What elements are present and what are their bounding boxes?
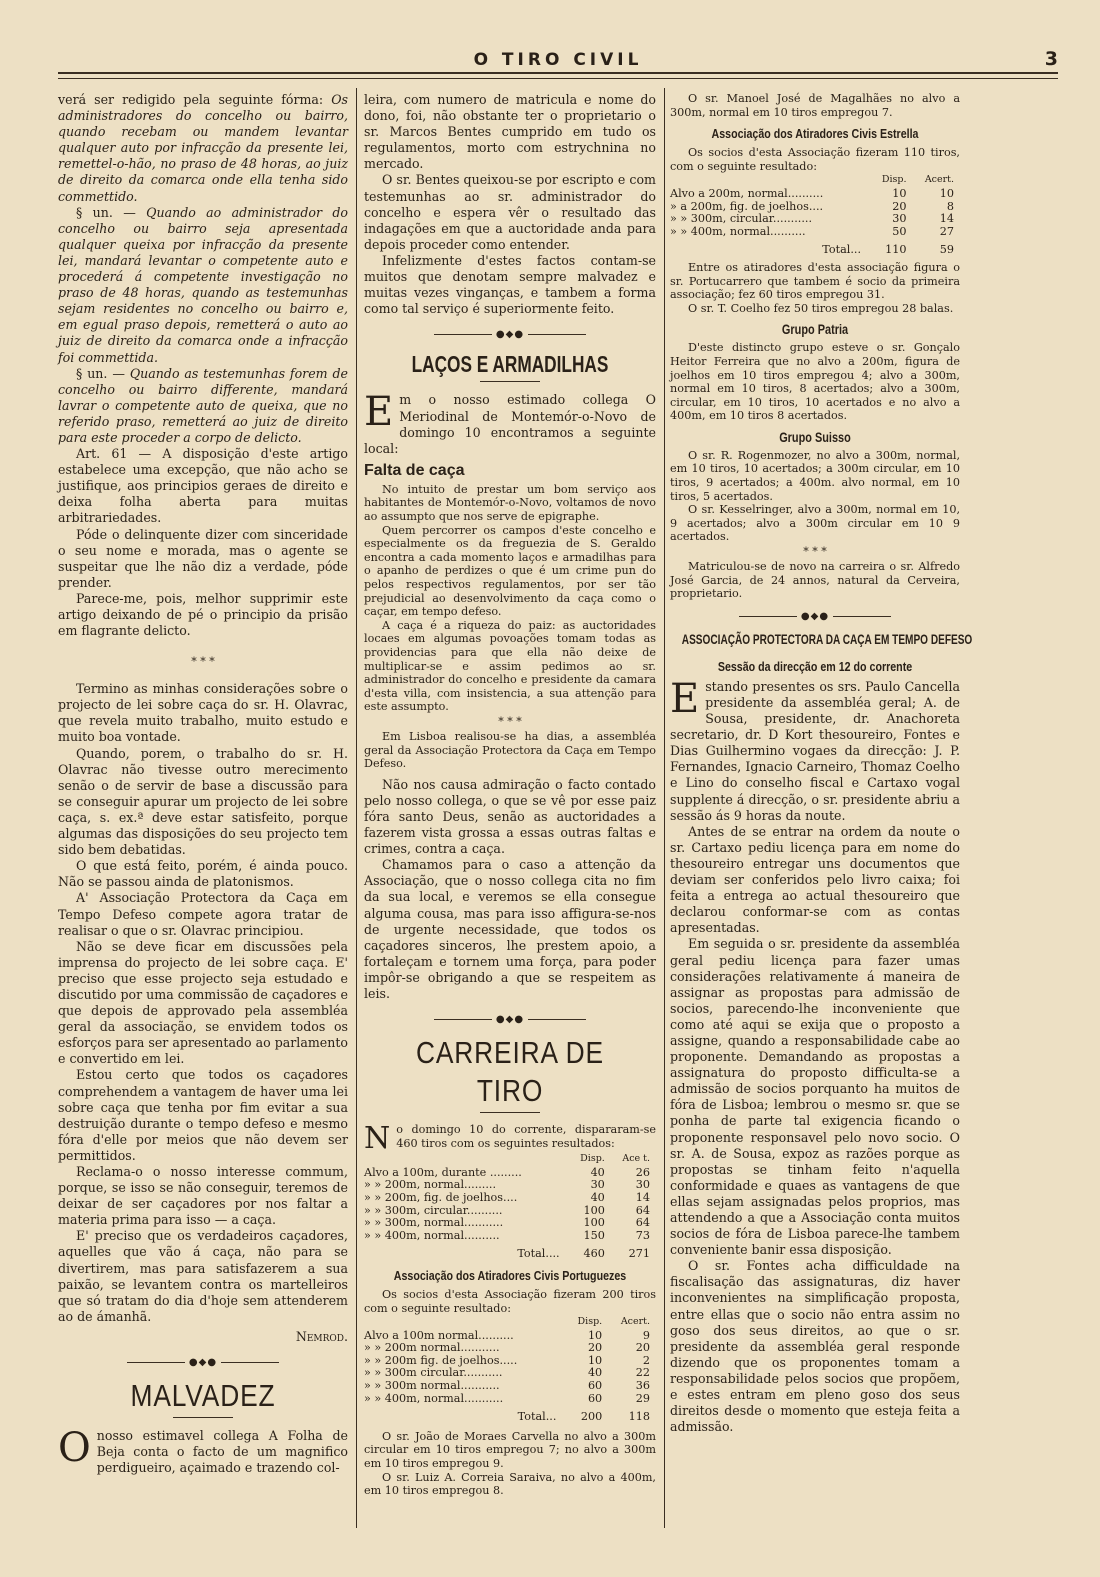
ornament-divider: ●◆● xyxy=(58,1355,348,1371)
title-rule xyxy=(173,1417,233,1418)
quote-title: Falta de caça xyxy=(364,461,465,479)
paragraph: D'este distincto grupo esteve o sr. Gonçalo Heitor Ferreira que no alvo a 200m, figura de joelhos em 10 tiros empregou 4; alvo a 300m, normal em 10 tiros, 8 acertados; alvo a 300m, circular, em 10 tiros, 10 acertados e no alvo a 400m, em 10 tiros 8 acertados. xyxy=(670,341,960,423)
table-row: » » 200m normal........... 20 20 xyxy=(364,1341,650,1355)
column-header: Acert. xyxy=(620,1316,650,1328)
column-header: Disp. xyxy=(580,1153,605,1165)
header-rule-thin xyxy=(58,78,1058,79)
quote-paragraph: A caça é a riqueza do paiz: as auctoridades locaes em algumas povoações tomam todas as providencias para que ella não deixe de multiplicar-se e assim pedimos ao sr. administrador do concelho e presidente da camara d'esta villa, com insistencia, a sua attenção para este assumpto. xyxy=(364,618,656,714)
section-title: Grupo Patria xyxy=(781,321,849,338)
paragraph: O sr. Manoel José de Magalhães no alvo a 300m, normal em 10 tiros empregou 7. xyxy=(670,92,960,119)
paragraph: Matriculou-se de novo na carreira o sr. Alfredo José Garcia, de 24 annos, natural da Cerveira, proprietario. xyxy=(670,560,960,601)
section-stars: * * * xyxy=(803,545,827,559)
ornament-divider: ●◆● xyxy=(364,1012,656,1028)
table-row: » » 200m fig. de joelhos..... 10 2 xyxy=(364,1353,650,1367)
table-row: » » 200m, normal......... 30 30 xyxy=(364,1178,650,1192)
column-header: Acert. xyxy=(924,174,954,186)
table-row: Alvo a 200m, normal.......... 10 10 xyxy=(670,186,954,200)
article-title: ASSOCIAÇÃO PROTECTORA DA CAÇA EM TEMPO DEFESO xyxy=(681,630,973,647)
section-stars: * * * xyxy=(191,655,215,669)
article-title: LAÇOS E ARMADILHAS xyxy=(411,351,609,378)
article-title: MALVADEZ xyxy=(130,1378,276,1414)
table-row: » » 400m, normal.......... 50 27 xyxy=(670,224,954,238)
table-total-row: Total... 200 118 xyxy=(517,1410,650,1424)
table-row: » » 400m, normal.......... 150 73 xyxy=(364,1228,650,1242)
quote-paragraph: No intuito de prestar um bom serviço aos habitantes de Montemór-o-Novo, voltamos de novo ao assumpto que nos serve de epigraphe. xyxy=(364,482,656,524)
law-text: Os administradores do concelho ou bairro, quando recebam ou mandem levantar qualquer auto por infracção da presente lei, remettel-o-hão, no praso de 48 horas, ao juiz de direito da comarca onde ella tenha sido commettido. xyxy=(58,92,348,204)
paragraph: Não se deve ficar em discussões pela imprensa do projecto de lei sobre caça. E' preciso que esse projecto seja estudado e discutido por uma commissão de caçadores e que depois de approvado pela assembléa geral da associação, se envidem todos os esforços para ser apresentado ao parlamento e convertido em lei. xyxy=(58,938,348,1067)
paragraph: E' preciso que os verdadeiros caçadores, aquelles que vão á caça, não para se divertirem, mas para satisfazerem a sua paixão, se levantem contra os martelleiros que só tratam do dia d'hoje sem attenderem ao de ámanhã. xyxy=(58,1228,348,1324)
page-number: 3 xyxy=(1044,48,1058,70)
newspaper-title: O TIRO CIVIL xyxy=(473,50,643,70)
title-rule xyxy=(480,1112,540,1113)
paragraph: Termino as minhas considerações sobre o projecto de lei sobre caça do sr. H. Olavrac, que revela muito trabalho, muito estudo e muito boa vontade. xyxy=(58,681,348,745)
paragraph: Parece-me, pois, melhor supprimir este artigo deixando de pé o principio da prisão em flagrante delicto. xyxy=(58,590,348,639)
paragraph: nosso estimavel collega A Folha de Beja conta o facto de um magnifico perdigueiro, açaimado e trazendo col- xyxy=(96,1428,348,1476)
column-header: Ace t. xyxy=(622,1153,650,1165)
table-row: » » 300m circular........... 40 22 xyxy=(364,1366,650,1380)
text: verá ser redigido pela seguinte fórma: xyxy=(58,92,324,107)
drop-cap: N xyxy=(364,1121,391,1157)
quote-paragraph: Quem percorrer os campos d'este concelho e especialmente os da freguezia de S. Geraldo encontra a cada momento laços e armadilhas para o apanho de perdizes o que é um crime pun do pelos respectivos regulamentos, por ser tão prejudicial ao desenvolvimento da caça como o caçar, em tempo defeso. xyxy=(364,523,656,619)
section-title: Grupo Suisso xyxy=(779,428,851,445)
paragraph: leira, com numero de matricula e nome do dono, foi, não obstante ter o proprietario o sr. Marcos Bentes cumprido em tudo os regulamentos, morto com estrychnina no mercado. xyxy=(364,92,656,172)
table-row: » » 200m, fig. de joelhos.... 40 14 xyxy=(364,1190,650,1204)
header-rule xyxy=(58,72,1058,74)
drop-cap: E xyxy=(364,389,394,436)
paragraph: Não nos causa admiração o facto contado pelo nosso collega, o que se vê por esse paiz fóra santo Deus, senão as auctoridades a fazerem vista grossa a essas outras faltas e crimes, contra a caça. xyxy=(364,776,656,857)
table-row: » » 300m, circular.......... 100 64 xyxy=(364,1203,650,1217)
table-row: Alvo a 100m normal.......... 10 9 xyxy=(364,1328,650,1342)
results-table xyxy=(670,173,960,257)
paragraph: Art. 61 — A disposição d'este artigo estabelece uma excepção, que não acho se justifique, aos principios geraes de direito e deixa folha aberta para muitas arbitrariedades. xyxy=(58,446,348,526)
column-header: Disp. xyxy=(577,1316,603,1328)
section-title: Associação dos Atiradores Civis Estrella xyxy=(711,126,919,142)
table-row: » » 300m, normal........... 100 64 xyxy=(364,1216,650,1230)
paragraph: stando presentes os srs. Paulo Cancella presidente da assembléa geral; A. de Sousa, presidente, dr. Anachoreta secretario, dr. D Kort thesoureiro, Fontes e Dias Guilhermino vogaes da direcção: J. P. Fernandes, Ignacio Carneiro, Thomaz Coelho e Lino do conselho fiscal e Cartaxo vogal supplente á direcção, o sr. presidente abriu a sessão ás 9 horas da noute. xyxy=(670,678,960,823)
quote-paragraph: Em Lisboa realisou-se ha dias, a assembléa geral da Associação Protectora da Caça em Tempo Defeso. xyxy=(364,729,656,771)
column-header: Disp. xyxy=(881,174,907,186)
table-total-row: Total... 110 59 xyxy=(822,243,954,257)
results-table xyxy=(364,1315,656,1424)
paragraph: Antes de se entrar na ordem da noute o sr. Cartaxo pediu licença para em nome do thesoureiro entregar uns documentos que deviam ser conferidos pelo livro caixa; foi feita a entrega ao actual thesoureiro que declarou conformar-se com as contas apresentadas. xyxy=(670,823,960,936)
law-text: Quando as testemunhas forem de concelho ou bairro differente, mandará lavrar o competente auto de queixa, que no referido praso, remetterá ao juiz de direito para este proceder a corpo de delicto. xyxy=(58,365,349,445)
drop-cap: O xyxy=(58,1425,91,1472)
paragraph: O que está feito, porém, é ainda pouco. Não se passou ainda de platonismos. xyxy=(58,858,348,890)
drop-cap: E xyxy=(670,675,700,722)
paragraph: Quando, porem, o trabalho do sr. H. Olavrac não tivesse outro merecimento senão o de servir de base a discussão para se conseguir apurar um projecto de lei sobre caça, s. ex.ª deve estar satisfeito, porque algumas das disposições do seu projecto tem sido bem debatidas. xyxy=(58,745,348,858)
masthead xyxy=(58,46,1058,82)
table-row: » » 400m, normal........... 60 29 xyxy=(364,1391,650,1405)
paragraph: m o nosso estimado collega O Meriodinal de Montemór-o-Novo de domingo 10 encontramos a seguinte local: xyxy=(364,392,656,456)
section-mark: § un. — xyxy=(76,204,136,220)
table-row: » » 300m normal........... 60 36 xyxy=(364,1379,650,1393)
law-text: Quando ao administrador do concelho ou bairro seja apresentada qualquer queixa por infracção da presente lei, mandará levantar o competente auto e procederá á competente investigação no praso de 48 horas, quando as testemunhas sejam residentes no concelho ou bairro e, em egual praso depois, remetterá o auto ao juiz de direito da comarca onde a infracção foi commettida. xyxy=(58,204,348,365)
column-divider xyxy=(356,88,357,1528)
paragraph: Póde o delinquente dizer com sinceridade o seu nome e morada, mas o agente se suspeitar que lhe não diz a verdade, póde prender. xyxy=(58,526,348,590)
paragraph: Estou certo que todos os caçadores comprehendem a vantagem de haver uma lei sobre caça que tenha por fim evitar a sua destruição durante o tempo defeso e mesmo fóra d'elle por meios que não devem ser permittidos. xyxy=(58,1067,348,1163)
paragraph: Os socios d'esta Associação fizeram 110 tiros, com o seguinte resultado: xyxy=(670,146,960,173)
paragraph: O sr. João de Moraes Carvella no alvo a 300m circular em 10 tiros empregou 7; no alvo a 300m em 10 tiros empregou 9. xyxy=(364,1429,656,1471)
column-3 xyxy=(670,92,973,1435)
section-title: Associação dos Atiradores Civis Portuguezes xyxy=(393,1267,627,1283)
column-1 xyxy=(58,92,348,1476)
table-row: Alvo a 100m, durante ......... 40 26 xyxy=(364,1165,650,1179)
ornament-divider: ●◆● xyxy=(670,609,960,625)
paragraph: O sr. R. Rogenmozer, no alvo a 300m, normal, em 10 tiros, 10 acertados; a 300m circular, em 10 tiros, 9 acertados; a 400m. alvo normal, em 10 tiros, 5 acertados. xyxy=(670,448,960,503)
paragraph: o domingo 10 do corrente, dispararam-se 460 tiros com os seguintes resultados: xyxy=(396,1123,656,1150)
paragraph: Infelizmente d'estes factos contam-se muitos que denotam sempre malvadez e muitas vezes vinganças, e tambem a forma como tal serviço é superiormente feito. xyxy=(364,252,656,317)
column-2 xyxy=(364,92,656,1498)
title-rule xyxy=(480,381,540,382)
paragraph: O sr. Kesselringer, alvo a 300m, normal em 10, 9 acertados; alvo a 300m circular em 10 9 acertados. xyxy=(670,503,960,544)
table-total-row: Total.... 460 271 xyxy=(517,1247,650,1261)
paragraph: O sr. Luiz A. Correia Saraiva, no alvo a 400m, em 10 tiros empregou 8. xyxy=(364,1470,656,1498)
paragraph: O sr. Bentes queixou-se por escripto e com testemunhas ao sr. administrador do concelho e espera vêr o resultado das indagações em que a auctoridade anda para depois proceder como entender. xyxy=(364,172,656,252)
paragraph: A' Associação Protectora da Caça em Tempo Defeso compete agora tratar de realisar o que o sr. Olavrac principiou. xyxy=(58,890,348,938)
ornament-divider: ●◆● xyxy=(364,327,656,343)
article-title: CARREIRA DE TIRO xyxy=(415,1035,604,1109)
table-row: » a 200m, fig. de joelhos.... 20 8 xyxy=(670,199,954,213)
table-row: » » 300m, circular........... 30 14 xyxy=(670,212,954,226)
paragraph: Chamamos para o caso a attenção da Associação, que o nosso collega cita no fim da sua local, e veremos se ella consegue alguma cousa, mas para isso affigura-se-nos de urgente necessidade, que todos os caçadores sinceros, lhe prestem apoio, a fortaleçam e tornem uma força, para poder impôr-se obrigando a que se respeitem as leis. xyxy=(364,857,656,1001)
signature: Nemrod. xyxy=(295,1328,348,1344)
paragraph: Em seguida o sr. presidente da assembléa geral pediu licença para fazer umas considerações relativamente á maneira de assignar as propostas para admissão de socios, parecendo-lhe inconveniente que como até aqui se exija que o proposto a assigne, quando a responsabilidade cabe ao proponente. Demandando as propostas a assignatura do proposto difficulta-se a admissão de socios porquanto ha muitos de fóra de Lisboa; lembrou o mesmo sr. que se ponha de parte tal exigencia ficando o proponente responsavel pelo novo socio. O sr. A. de Sousa, expoz as razões porque as propostas se tinham feito n'aquella conformidade e quaes as vantagens de que ellas sejam assignadas pelos proprios, mas attendendo a que a Associação conta muitos socios de fóra de Lisboa parece-lhe tambem conveniente banir essa disposição. xyxy=(670,936,960,1258)
paragraph: O sr. Fontes acha difficuldade na fiscalisação das assignaturas, diz haver inconvenientes na simplificação proposta, entre ellas que o socio não entra assim no goso dos seus direitos, ao que o sr. presidente da assembléa geral responde dizendo que os proponentes tomam a responsabilidade pelos socios que propõem, e estes entram em pleno goso dos seus direitos desde o momento que esteja feita a admissão. xyxy=(670,1258,960,1435)
paragraph: O sr. T. Coelho fez 50 tiros empregou 28 balas. xyxy=(688,301,954,315)
section-stars: * * * xyxy=(498,714,522,728)
paragraph: Reclama-o o nosso interesse commum, porque, se isso se não conseguir, teremos de deixar de ser caçadores por nos faltar a materia prima para isso — a caça. xyxy=(58,1164,348,1228)
paragraph: Os socios d'esta Associação fizeram 200 tiros com o seguinte resultado: xyxy=(364,1287,656,1315)
session-title: Sessão da direcção em 12 do corrente xyxy=(717,658,913,674)
column-divider xyxy=(664,88,665,1528)
section-mark: § un. — xyxy=(76,365,125,381)
results-table xyxy=(364,1152,656,1261)
paragraph: Entre os atiradores d'esta associação figura o sr. Portucarrero que tambem é socio da primeira associação; fez 60 tiros empregou 31. xyxy=(670,260,960,302)
